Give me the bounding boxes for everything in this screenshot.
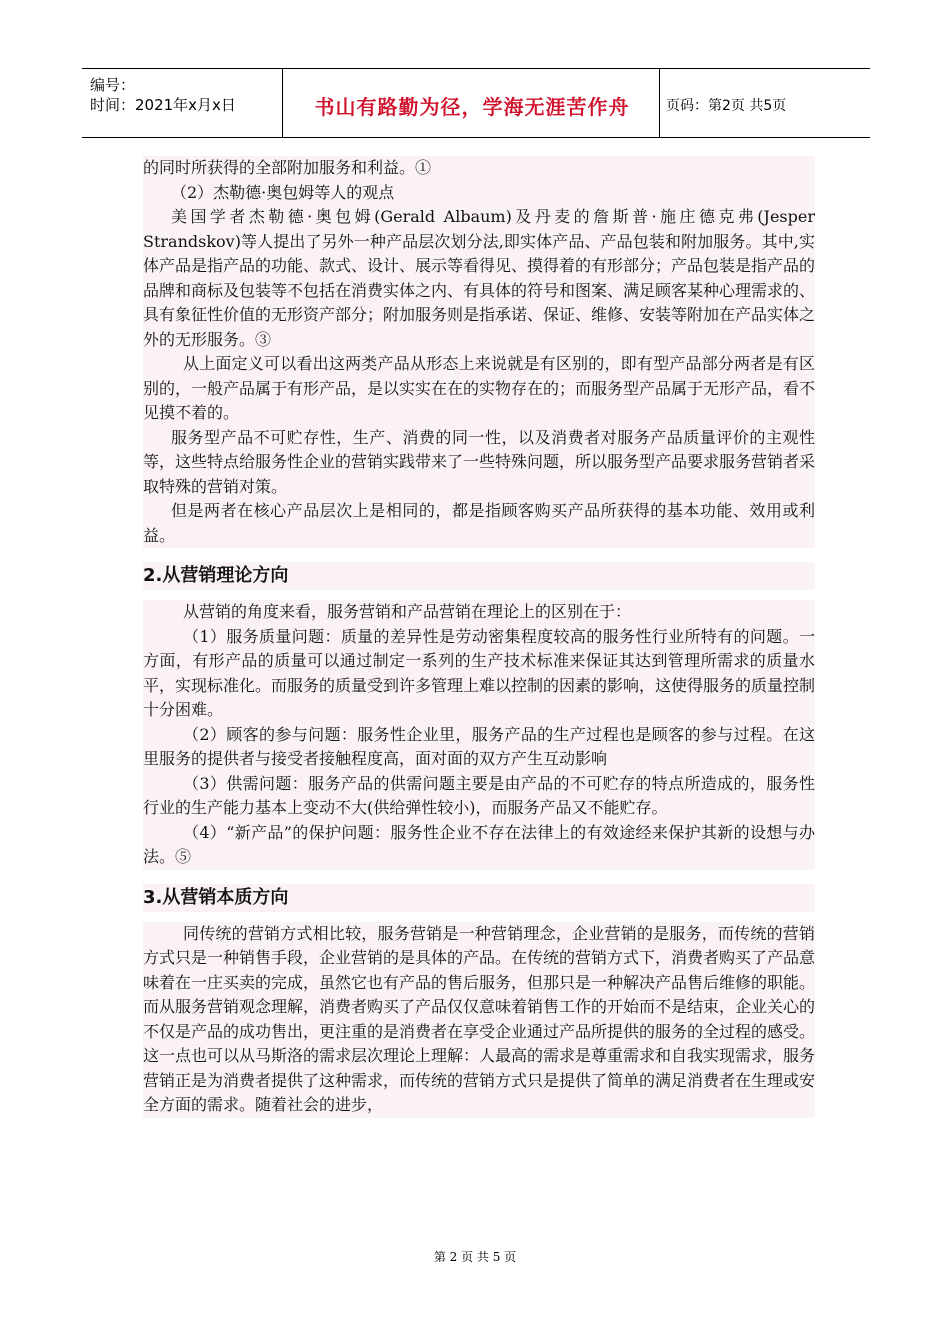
paragraph: 服务型产品不可贮存性，生产、消费的同一性，以及消费者对服务产品质量评价的主观性等，这些特点给服务性企业的营销实践带来了一些特殊问题，所以服务型产品要求服务营销者采取特殊的营销对策。 [143, 426, 815, 500]
paragraph: 从营销的角度来看，服务营销和产品营销在理论上的区别在于： [143, 600, 815, 625]
document-header [82, 68, 870, 138]
page-footer: 第 2 页 共 5 页 [433, 1250, 517, 1264]
paragraph: 的同时所获得的全部附加服务和利益。① [143, 156, 815, 181]
paragraph: （2）顾客的参与问题：服务性企业里，服务产品的生产过程也是顾客的参与过程。在这里服务的提供者与接受者接触程度高，面对面的双方产生互动影响 [143, 723, 815, 772]
paragraph: 从上面定义可以看出这两类产品从形态上来说就是有区别的，即有型产品部分两者是有区别的，一般产品属于有形产品，是以实实在在的实物存在的；而服务型产品属于无形产品，看不见摸不着的。 [143, 352, 815, 426]
paragraph: （4）“新产品”的保护问题：服务性企业不存在法律上的有效途经来保护其新的设想与办法。⑤ [143, 821, 815, 870]
number-label: 编号： [90, 76, 136, 94]
paragraph: 但是两者在核心产品层次上是相同的，都是指顾客购买产品所获得的基本功能、效用或利益。 [143, 499, 815, 548]
header-motto: 书山有路勤为径，学海无涯苦作舟 [314, 95, 630, 119]
paragraph: （2）杰勒德·奥包姆等人的观点 [143, 181, 815, 206]
paragraph: 美国学者杰勒德·奥包姆(Gerald Albaum)及丹麦的詹斯普·施庄德克弗(Jesper Strandskov)等人提出了另外一种产品层次划分法,即实体产品、产品包装和附加服务。其中,实体产品是指产品的功能、款式、设计、展示等看得见、摸得着的有形部分；产品包装是指产品的品牌和商标及包装等不包括在消费实体之内、有具体的符号和图案、满足顾客某种心理需求的、具有象征性价值的无形资产部分；附加服务则是指承诺、保证、维修、安装等附加在产品实体之外的无形服务。③ [143, 205, 815, 352]
header-page-label: 页码：第2页 共5页 [666, 98, 787, 114]
paragraph: 同传统的营销方式相比较，服务营销是一种营销理念，企业营销的是服务，而传统的营销方式只是一种销售手段，企业营销的是具体的产品。在传统的营销方式下，消费者购买了产品意味着在一庄买卖的完成，虽然它也有产品的售后服务，但那只是一种解决产品售后维修的职能。而从服务营销观念理解，消费者购买了产品仅仅意味着销售工作的开始而不是结束，企业关心的不仅是产品的成功售出，更注重的是消费者在享受企业通过产品所提供的服务的全过程的感受。这一点也可以从马斯洛的需求层次理论上理解：人最高的需求是尊重需求和自我实现需求，服务营销正是为消费者提供了这种需求，而传统的营销方式只是提供了简单的满足消费者在生理或安全方面的需求。随着社会的进步， [143, 922, 815, 1118]
section-heading: 2.从营销理论方向 [143, 562, 815, 590]
section-heading: 3.从营销本质方向 [143, 884, 815, 912]
paragraph: （1）服务质量问题：质量的差异性是劳动密集程度较高的服务性行业所特有的问题。一方面，有形产品的质量可以通过制定一系列的生产技术标准来保证其达到管理所需求的质量水平，实现标准化。而服务的质量受到许多管理上难以控制的因素的影响，这使得服务的质量控制十分困难。 [143, 625, 815, 723]
document-body [143, 156, 815, 1118]
time-label: 时间：2021年x月x日 [90, 96, 236, 114]
paragraph: （3）供需问题：服务产品的供需问题主要是由产品的不可贮存的特点所造成的，服务性行业的生产能力基本上变动不大(供给弹性较小)，而服务产品又不能贮存。 [143, 772, 815, 821]
header-meta [90, 75, 236, 115]
header-divider [282, 69, 283, 137]
